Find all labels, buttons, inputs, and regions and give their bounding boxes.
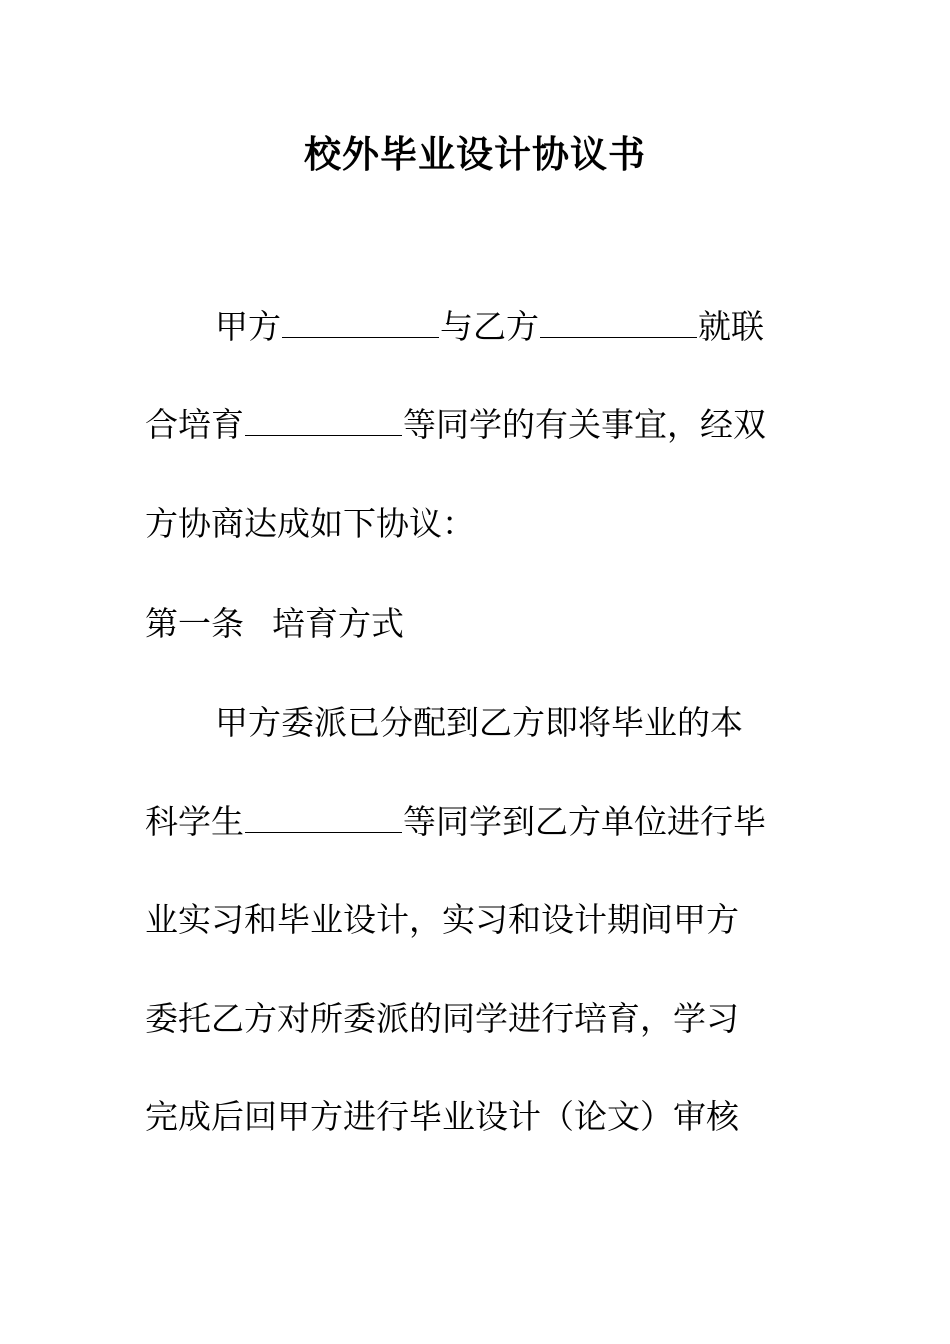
paragraph-2-line-2 <box>145 800 766 844</box>
paragraph-1-line-1 <box>215 305 764 349</box>
paragraph-2-line-5: 完成后回甲方进行毕业设计（论文）审核 <box>145 1097 739 1136</box>
blank-party-b-name <box>540 309 697 338</box>
article-title: 培育方式 <box>272 604 404 643</box>
text-matters: 等同学的有关事宜，经双 <box>403 405 766 444</box>
blank-party-a-name <box>282 309 439 338</box>
document-title: 校外毕业设计协议书 <box>304 132 646 176</box>
blank-student-names-2 <box>245 804 402 833</box>
text-and-party-b: 与乙方 <box>440 307 539 346</box>
text-undergraduate: 科学生 <box>145 802 244 841</box>
text-go-to-unit: 等同学到乙方单位进行毕 <box>403 802 766 841</box>
blank-student-names <box>245 407 402 436</box>
paragraph-2-line-3: 业实习和毕业设计，实习和设计期间甲方 <box>145 900 739 939</box>
text-party-a: 甲方 <box>215 307 281 346</box>
article-number: 第一条 <box>145 604 244 643</box>
paragraph-2-line-1: 甲方委派已分配到乙方即将毕业的本 <box>215 703 743 742</box>
text-cultivate: 合培育 <box>145 405 244 444</box>
paragraph-2-line-4: 委托乙方对所委派的同学进行培育，学习 <box>145 999 739 1038</box>
article-1-heading <box>145 602 404 646</box>
paragraph-1-line-2 <box>145 403 766 447</box>
text-joint: 就联 <box>698 307 764 346</box>
paragraph-1-line-3: 方协商达成如下协议： <box>145 504 475 543</box>
